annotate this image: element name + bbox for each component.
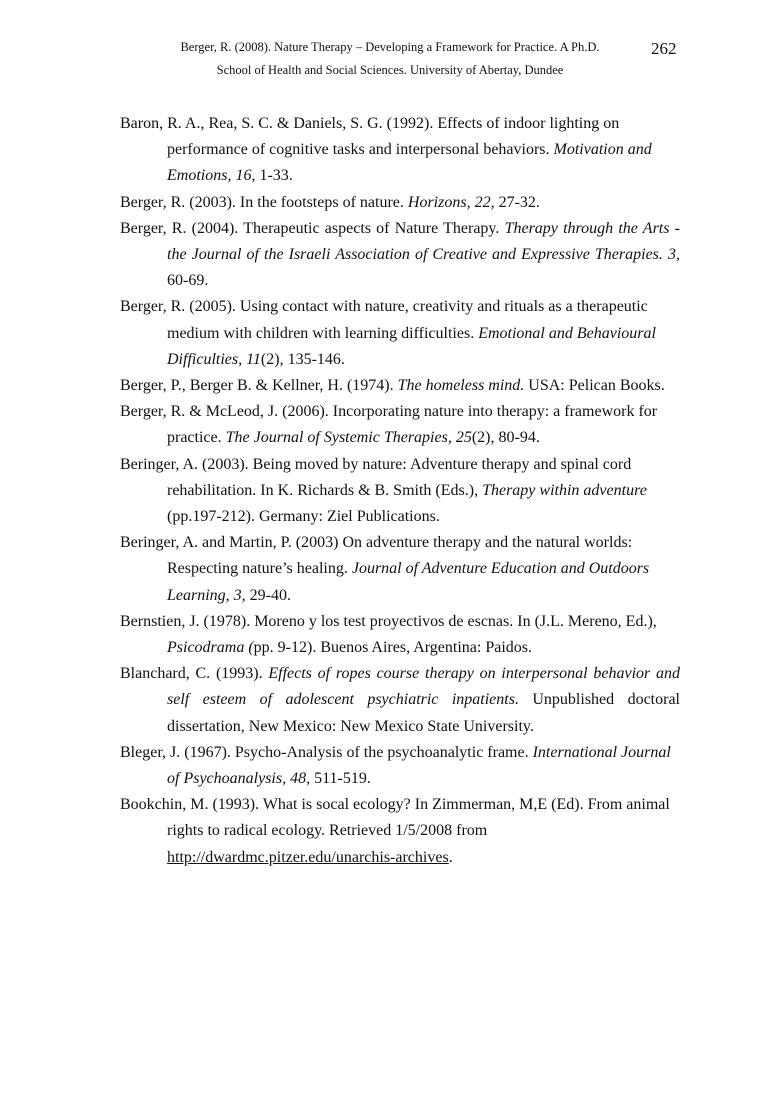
page-number: 262 xyxy=(651,39,677,58)
reference-entry: Bleger, J. (1967). Psycho-Analysis of the psychoanalytic frame. International Journal of Psychoanalysis, 48, 511-519. xyxy=(120,743,671,788)
reference-entry: Bookchin, M. (1993). What is socal ecology? In Zimmerman, M,E (Ed). From animal rights to radical ecology. Retrieved 1/5/2008 from http://dwardmc.pitzer.edu/unarchis-archives. xyxy=(120,796,670,866)
header-line-1: Berger, R. (2008). Nature Therapy – Developing a Framework for Practice. A Ph.D. xyxy=(180,40,600,54)
reference-entry: Berger, R. (2004). Therapeutic aspects of Nature Therapy. Therapy through the Arts - the Journal of the Israeli Association of Creative and Expressive Therapies. 3, 60-69. xyxy=(120,219,680,290)
running-header xyxy=(120,36,660,82)
reference-entry: Beringer, A. and Martin, P. (2003) On adventure therapy and the natural worlds: Respecting nature’s healing. Journal of Adventure Education and Outdoors Learning, 3, 29-40. xyxy=(120,534,650,604)
reference-url-link[interactable]: http://dwardmc.pitzer.edu/unarchis-archives xyxy=(167,848,449,866)
header-line-2: School of Health and Social Sciences. University of Abertay, Dundee xyxy=(216,63,564,77)
reference-list xyxy=(120,111,680,871)
reference-entry: Bernstien, J. (1978). Moreno y los test proyectivos de escnas. In (J.L. Mereno, Ed.), Psicodrama (pp. 9-12). Buenos Aires, Argentina: Paidos. xyxy=(120,612,657,657)
reference-entry: Berger, R. & McLeod, J. (2006). Incorporating nature into therapy: a framework for practice. The Journal of Systemic Therapies, 25(2), 80-94. xyxy=(120,403,658,447)
reference-entry: Baron, R. A., Rea, S. C. & Daniels, S. G. (1992). Effects of indoor lighting on performance of cognitive tasks and interpersonal behaviors. Motivation and Emotions, 16, 1-33. xyxy=(120,115,652,185)
reference-entry: Berger, R. (2005). Using contact with nature, creativity and rituals as a therapeutic medium with children with learning difficulties. Emotional and Behavioural Difficulties, 11(2), 135-146. xyxy=(120,298,656,368)
reference-entry: Berger, P., Berger B. & Kellner, H. (1974). The homeless mind. USA: Pelican Books. xyxy=(120,377,665,395)
reference-entry: Beringer, A. (2003). Being moved by nature: Adventure therapy and spinal cord rehabilitation. In K. Richards & B. Smith (Eds.), Therapy within adventure (pp.197-212). Germany: Ziel Publications. xyxy=(120,455,647,526)
reference-entry: Berger, R. (2003). In the footsteps of nature. Horizons, 22, 27-32. xyxy=(120,193,540,211)
reference-entry: Blanchard, C. (1993). Effects of ropes course therapy on interpersonal behavior and self esteem of adolescent psychiatric inpatients. Unpublished doctoral dissertation, New Mexico: New Mexico State University. xyxy=(120,665,680,735)
